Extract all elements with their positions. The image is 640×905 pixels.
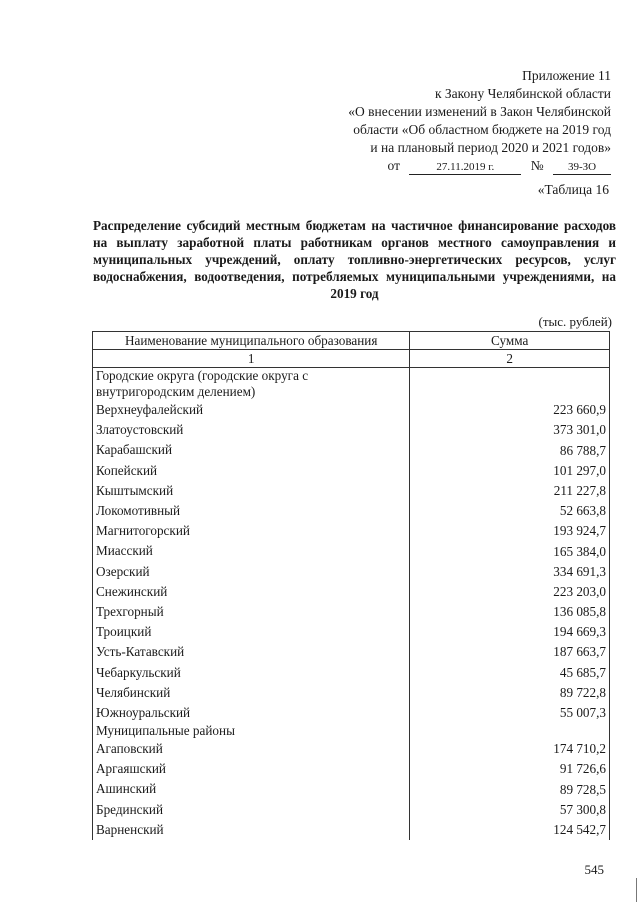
subsidy-amount: 136 085,8 [410,602,610,622]
subsidy-amount: 55 007,3 [410,703,610,723]
date-prefix: от [387,158,400,173]
municipality-name: Челябинский [93,683,410,703]
appendix-line: и на плановый период 2020 и 2021 годов» [370,140,611,155]
subsidy-amount: 165 384,0 [410,541,610,561]
municipality-name: Троицкий [93,622,410,642]
table-header-row [93,332,610,350]
law-date: 27.11.2019 г. [409,160,521,175]
table-row [93,562,610,582]
municipality-name: Аргаяшский [93,759,410,779]
table-row [93,739,610,759]
subsidy-amount: 334 691,3 [410,562,610,582]
table-label: «Таблица 16 [537,182,609,197]
subsidy-amount: 57 300,8 [410,800,610,820]
subsidy-amount: 187 663,7 [410,642,610,662]
appendix-line: области «Об областном бюджете на 2019 год [353,122,611,137]
subsidy-amount: 89 728,5 [410,779,610,799]
municipality-name: Копейский [93,461,410,481]
subsidy-table [92,331,610,840]
table-row [93,582,610,602]
group-name: Муниципальные районы [93,723,410,739]
table-row [93,703,610,723]
appendix-line: к Закону Челябинской области [434,86,611,101]
municipality-name: Чебаркульский [93,662,410,682]
appendix-line: «О внесении изменений в Закон Челябинской [348,104,611,119]
units-label: (тыс. рублей) [538,314,612,329]
municipality-name: Ашинский [93,779,410,799]
group-row [93,368,610,401]
municipality-name: Брединский [93,800,410,820]
column-number: 1 [93,350,410,368]
law-date-number [231,157,611,175]
subsidy-amount: 52 663,8 [410,501,610,521]
subsidy-amount: 174 710,2 [410,739,610,759]
table-row [93,820,610,840]
table-row [93,662,610,682]
appendix-header [231,67,611,175]
table-body [93,368,610,840]
municipality-name: Миасский [93,541,410,561]
table-row [93,481,610,501]
municipality-name: Верхнеуфалейский [93,400,410,420]
municipality-name: Варненский [93,820,410,840]
column-number: 2 [410,350,610,368]
column-header-name: Наименование муниципального образования [93,332,410,350]
table-row [93,400,610,420]
table-row [93,461,610,481]
subsidy-amount: 373 301,0 [410,420,610,440]
table-row [93,541,610,561]
scan-edge-mark [636,878,637,902]
table-row [93,501,610,521]
table-row [93,779,610,799]
subsidy-amount: 91 726,6 [410,759,610,779]
municipality-name: Магнитогорский [93,521,410,541]
municipality-name: Трехгорный [93,602,410,622]
appendix-line: Приложение 11 [522,68,611,83]
subsidy-amount: 86 788,7 [410,440,610,460]
municipality-name: Южноуральский [93,703,410,723]
subsidy-amount: 101 297,0 [410,461,610,481]
municipality-name: Кыштымский [93,481,410,501]
subsidy-amount: 223 660,9 [410,400,610,420]
table-row [93,642,610,662]
table-row [93,602,610,622]
municipality-name: Снежинский [93,582,410,602]
municipality-name: Усть-Катавский [93,642,410,662]
number-prefix: № [530,158,544,173]
table-row [93,759,610,779]
law-number: 39-ЗО [553,160,611,175]
group-sum-empty [410,368,610,401]
subsidy-amount: 45 685,7 [410,662,610,682]
subsidy-amount: 193 924,7 [410,521,610,541]
subsidy-amount: 124 542,7 [410,820,610,840]
subsidy-amount: 194 669,3 [410,622,610,642]
page-number: 545 [584,862,604,877]
municipality-name: Локомотивный [93,501,410,521]
column-header-sum: Сумма [410,332,610,350]
document-title: Распределение субсидий местным бюджетам на частичное финансирование расходов на выплату заработной платы работникам органов местного самоуправления и муниципальных учреждений, оплату топливно-энергетических ресурсов, услуг водоснабжения, водоотведения, потребляемых муниципальными учреждениями, на 2019 год [93,218,616,301]
subsidy-amount: 211 227,8 [410,481,610,501]
table-row [93,622,610,642]
subsidy-amount: 223 203,0 [410,582,610,602]
table-row [93,440,610,460]
municipality-name: Златоустовский [93,420,410,440]
municipality-name: Агаповский [93,739,410,759]
subsidy-amount: 89 722,8 [410,683,610,703]
group-row [93,723,610,739]
municipality-name: Озерский [93,562,410,582]
table-row [93,420,610,440]
group-name: Городские округа (городские округа с внутригородским делением) [93,368,410,401]
group-sum-empty [410,723,610,739]
table-header-number-row [93,350,610,368]
table-row [93,521,610,541]
municipality-name: Карабашский [93,440,410,460]
table-row [93,800,610,820]
table-row [93,683,610,703]
